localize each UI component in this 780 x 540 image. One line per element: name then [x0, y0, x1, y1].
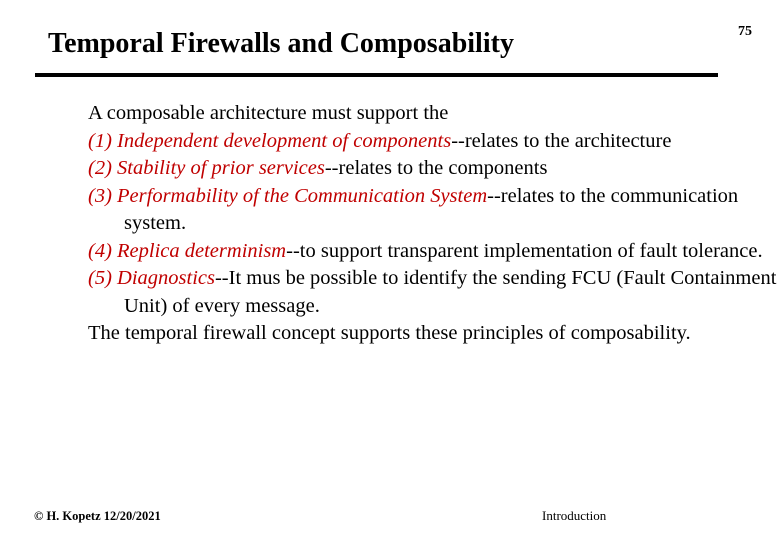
title-underline	[35, 73, 718, 77]
item-number: (3)	[88, 184, 118, 207]
list-item	[88, 238, 778, 266]
item-text: --relates to the components	[324, 157, 548, 179]
item-number: (2)	[88, 157, 118, 179]
slide-title: Temporal Firewalls and Composability	[48, 28, 514, 59]
item-text: --to support transparent implementation of fault tolerance.	[286, 239, 763, 262]
list-item	[88, 265, 778, 320]
page-number: 75	[738, 24, 752, 39]
list-item	[88, 155, 778, 183]
item-number: (4)	[88, 239, 118, 262]
intro-paragraph: A composable architecture must support the	[88, 102, 449, 124]
item-number: (1)	[88, 129, 118, 152]
item-text: --relates to the architecture	[451, 129, 672, 152]
item-number: (5)	[88, 267, 118, 289]
list-item	[88, 183, 778, 238]
item-emphasis: Diagnostics	[117, 267, 215, 289]
slide-body	[88, 100, 778, 348]
item-emphasis: Performability of the Communication System	[117, 184, 488, 207]
item-emphasis: Independent development of components	[117, 129, 452, 152]
item-text: --relates to the communication system.	[124, 184, 739, 234]
footer-author-date: © H. Kopetz 12/20/2021	[34, 509, 161, 523]
footer-section: Introduction	[542, 508, 607, 523]
list-item	[88, 128, 778, 156]
item-emphasis: Replica determinism	[117, 239, 287, 262]
closing-paragraph: The temporal firewall concept supports these principles of composability.	[88, 322, 691, 344]
item-emphasis: Stability of prior services	[117, 157, 325, 179]
item-text: --It mus be possible to identify the sending FCU (Fault Containment Unit) of every message.	[124, 267, 777, 317]
